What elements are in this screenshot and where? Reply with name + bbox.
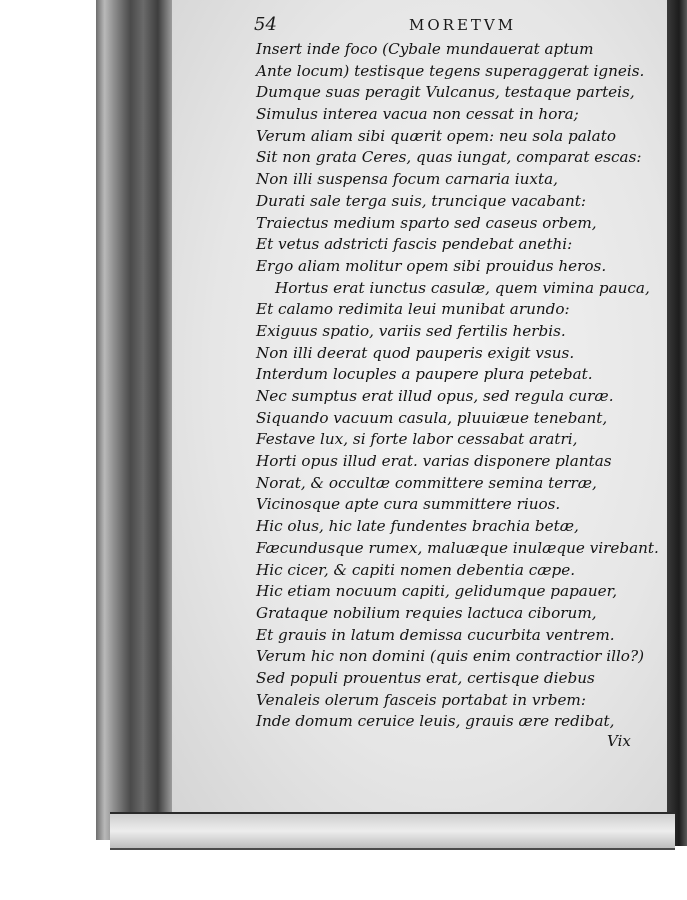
verse-line: Insert inde foco (Cybale mundauerat aptum bbox=[256, 40, 594, 58]
verse-line: Durati sale terga suis, truncique vacabant: bbox=[256, 191, 587, 210]
verse-line: Norat, & occultæ committere semina terræ, bbox=[256, 473, 597, 492]
verse-line: Simulus interea vacua non cessat in hora; bbox=[256, 105, 579, 124]
verse-line: Fæcundusque rumex, maluæque inulæque virebant. bbox=[256, 538, 659, 557]
verse-line: Grataque nobilium requies lactuca ciborum, bbox=[256, 603, 597, 622]
verse-line: Hic etiam nocuum capiti, gelidumque papauer, bbox=[256, 582, 618, 601]
verse-line: Vicinosque apte cura summittere riuos. bbox=[256, 495, 561, 514]
verse-line: Hic cicer, & capiti nomen debentia cæpe. bbox=[256, 560, 576, 579]
verse-line: Et calamo redimita leui munibat arundo: bbox=[256, 300, 570, 319]
page-header bbox=[254, 14, 644, 36]
verse-line: Verum hic non domini (quis enim contractior illo?) bbox=[256, 647, 645, 666]
running-title: MORETVM bbox=[409, 16, 517, 34]
verse-line: Interdum locuples a paupere plura petebat. bbox=[256, 365, 593, 384]
verse-line: Traiectus medium sparto sed caseus orbem, bbox=[256, 213, 597, 232]
verse-line: Venaleis olerum fasceis portabat in vrbem: bbox=[256, 690, 586, 709]
verse-line: Sit non grata Ceres, quas iungat, comparat escas: bbox=[256, 148, 642, 167]
poem-text bbox=[256, 39, 659, 733]
verse-line: Inde domum ceruice leuis, grauis ære redibat, bbox=[256, 712, 615, 731]
verse-line: Non illi suspensa focum carnaria iuxta, bbox=[256, 170, 558, 189]
cover-bottom-edge bbox=[110, 812, 675, 850]
verse-line: Sed populi prouentus erat, certisque diebus bbox=[256, 668, 595, 687]
verse-line: Festave lux, si forte labor cessabat aratri, bbox=[256, 430, 578, 449]
verse-line: Hortus erat iunctus casulæ, quem vimina pauca, bbox=[275, 278, 650, 297]
cover-right-edge bbox=[667, 0, 687, 846]
verse-line: Et vetus adstricti fascis pendebat anethi: bbox=[256, 235, 573, 254]
verse-line: Hic olus, hic late fundentes brachia betæ, bbox=[256, 517, 579, 536]
verse-line: Verum aliam sibi quærit opem: neu sola palato bbox=[256, 126, 616, 145]
verse-line: Nec sumptus erat illud opus, sed regula curæ. bbox=[256, 387, 614, 405]
verse-line: Horti opus illud erat. varias disponere plantas bbox=[256, 452, 612, 471]
verse-line: Siquando vacuum casula, pluuiæue tenebant, bbox=[256, 408, 608, 427]
verse-line: Dumque suas peragit Vulcanus, testaque parteis, bbox=[256, 83, 635, 102]
verse-line: Ante locum) testisque tegens superaggerat igneis. bbox=[256, 61, 645, 80]
catchword: Vix bbox=[607, 732, 631, 750]
book-spine-edge bbox=[96, 0, 182, 840]
verse-line: Ergo aliam molitur opem sibi prouidus heros. bbox=[256, 256, 607, 275]
verse-line: Non illi deerat quod pauperis exigit vsus. bbox=[256, 343, 575, 362]
verse-line: Et grauis in latum demissa cucurbita ventrem. bbox=[256, 625, 615, 644]
verse-line: Exiguus spatio, variis sed fertilis herbis. bbox=[256, 321, 566, 340]
page-number: 54 bbox=[254, 14, 277, 35]
